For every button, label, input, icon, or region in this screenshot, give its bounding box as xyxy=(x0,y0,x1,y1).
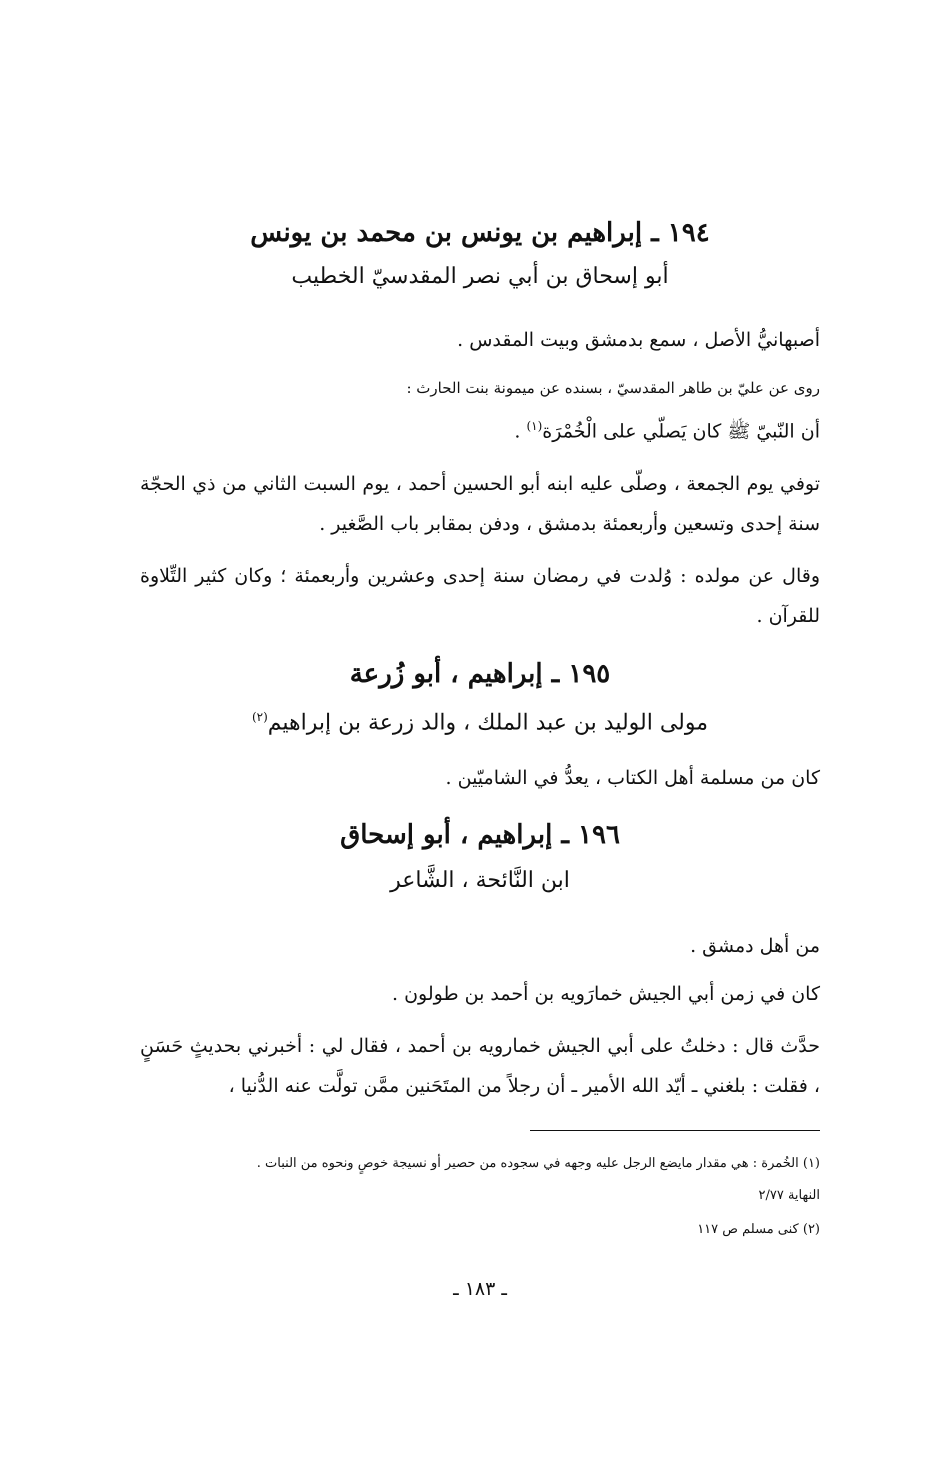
footnote-ref-2: (٢) xyxy=(251,710,268,724)
footnote-divider xyxy=(530,1130,820,1131)
entry-196-title: ١٩٦ ـ إبراهيم ، أبو إسحاق xyxy=(340,820,620,850)
book-page xyxy=(140,0,820,1476)
entry-194-origin: أصبهانيُّ الأصل ، سمع بدمشق وبيت المقدس . xyxy=(457,329,820,351)
entry-196-story: حدَّث قال : دخلتُ على أبي الجيش خمارويه بن أحمد ، فقال لي : أخبرني بحديثٍ حَسَنٍ ، فقلت : بلغني ـ أيّد الله الأمير ـ أن رجلاً من المتَحَنين ممَّن تولَّت عنه الدُّنيا ، xyxy=(140,1035,820,1097)
footnote-ref-1: (١) xyxy=(526,419,543,433)
entry-195-title: ١٩٥ ـ إبراهيم ، أبو زُرعة xyxy=(349,659,611,689)
entry-194-isnad: روى عن عليّ بن طاهر المقدسيّ ، بسنده عن ميمونة بنت الحارث : xyxy=(406,379,820,397)
entry-196-era: كان في زمن أبي الجيش خمارَويه بن أحمد بن طولون . xyxy=(392,983,820,1005)
entry-194-death: توفي يوم الجمعة ، وصلّى عليه ابنه أبو الحسين أحمد ، يوم السبت الثاني من ذي الحجّة سنة إحدى وتسعين وأربعمئة بدمشق ، ودفن بمقابر باب الصَّغير . xyxy=(140,473,820,535)
entry-195-subtitle-text: مولى الوليد بن عبد الملك ، والد زرعة بن إبراهيم xyxy=(267,710,709,736)
entry-194-subtitle: أبو إسحاق بن أبي نصر المقدسيّ الخطيب xyxy=(291,264,669,289)
footnote-2: (٢) كنى مسلم ص ١١٧ xyxy=(697,1222,820,1237)
page-number: ـ ١٨٣ ـ xyxy=(453,1278,507,1300)
entry-194-title: ١٩٤ ـ إبراهيم بن يونس بن محمد بن يونس xyxy=(250,218,710,248)
entry-194-hadith xyxy=(140,406,820,451)
entry-194-birth: وقال عن مولده : وُلدت في رمضان سنة إحدى وعشرين وأربعمئة ؛ وكان كثير التِّلاوة للقرآن . xyxy=(140,565,820,627)
hadith-end: . xyxy=(514,420,527,443)
footnote-1-source: النهاية ٢/٧٧ xyxy=(758,1188,820,1203)
entry-195-text: كان من مسلمة أهل الكتاب ، يعدُّ في الشاميّين . xyxy=(445,767,820,789)
entry-196-origin: من أهل دمشق . xyxy=(690,935,820,957)
footnote-1: (١) الخُمرة : هي مقدار مايضع الرجل عليه وجهه في سجوده من حصير أو نسيجة خوصٍ ونحوه من النبات . xyxy=(256,1156,820,1171)
entry-196-subtitle: ابن النَّائحة ، الشَّاعر xyxy=(390,868,570,893)
hadith-text: أن النّبيّ ﷺ كان يَصلّي على الْخُمْرَة xyxy=(542,420,820,443)
entry-195-subtitle xyxy=(140,702,820,738)
